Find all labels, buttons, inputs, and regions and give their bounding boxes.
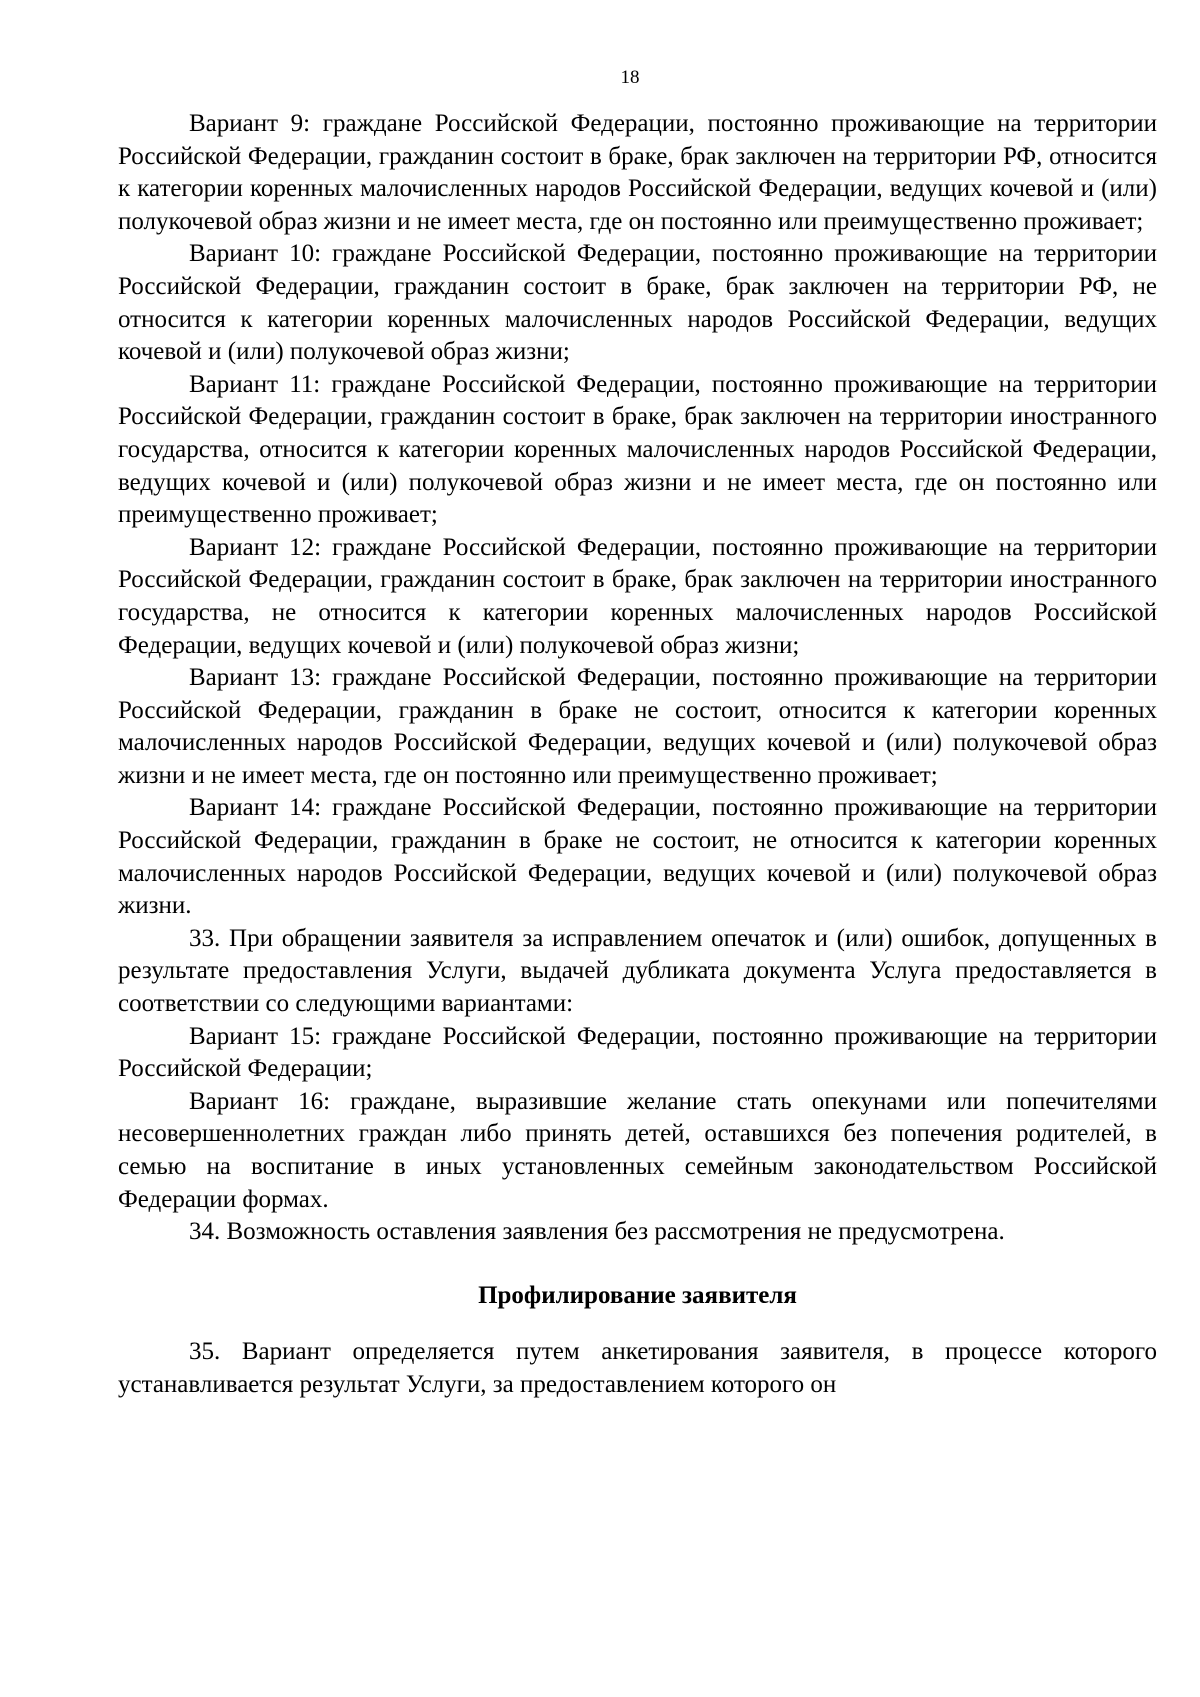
paragraph-variant-16: Вариант 16: граждане, выразившие желание стать опекунами или попечителями несовершеннолетних граждан либо принять детей, оставшихся без попечения родителей, в семью на воспитание в иных установленных семейным законодательством Российской Федерации формах.: [118, 1087, 1157, 1213]
paragraph-variant-13: Вариант 13: граждане Российской Федерации, постоянно проживающие на территории Российской Федерации, гражданин в браке не состоит, относится к категории коренных малочисленных народов Российской Федерации, ведущих кочевой и (или) полукочевой образ жизни и не имеет места, где он постоянно или преимущественно проживает;: [118, 664, 1157, 789]
paragraph-variant-10: Вариант 10: граждане Российской Федерации, постоянно проживающие на территории Российской Федерации, гражданин состоит в браке, брак заключен на территории РФ, не относится к категории коренных малочисленных народов Российской Федерации, ведущих кочевой и (или) полукочевой образ жизни;: [118, 240, 1157, 366]
section-heading: Профилирование заявителя: [478, 1281, 797, 1309]
paragraph-variant-14: Вариант 14: граждане Российской Федерации, постоянно проживающие на территории Российской Федерации, гражданин в браке не состоит, не относится к категории коренных малочисленных народов Российской Федерации, ведущих кочевой и (или) полукочевой образ жизни.: [118, 794, 1157, 920]
document-body: [118, 108, 1157, 1402]
paragraph-clause-33: 33. При обращении заявителя за исправлением опечаток и (или) ошибок, допущенных в результате предоставления Услуги, выдачей дубликата документа Услуга предоставляется в соответствии со следующими вариантами:: [118, 924, 1157, 1018]
paragraph-clause-34: 34. Возможность оставления заявления без рассмотрения не предусмотрена.: [189, 1218, 1005, 1246]
paragraph-variant-11: Вариант 11: граждане Российской Федерации, постоянно проживающие на территории Российской Федерации, гражданин состоит в браке, брак заключен на территории иностранного государства, относится к категории коренных малочисленных народов Российской Федерации, ведущих кочевой и (или) полукочевой образ жизни и не имеет места, где он постоянно или преимущественно проживает;: [118, 370, 1157, 529]
paragraph-variant-12: Вариант 12: граждане Российской Федерации, постоянно проживающие на территории Российской Федерации, гражданин состоит в браке, брак заключен на территории иностранного государства, не относится к категории коренных малочисленных народов Российской Федерации, ведущих кочевой и (или) полукочевой образ жизни;: [118, 533, 1157, 659]
page-number: 18: [620, 67, 640, 88]
paragraph-variant-15: Вариант 15: граждане Российской Федерации, постоянно проживающие на территории Российской Федерации;: [118, 1022, 1157, 1083]
paragraph-variant-9: Вариант 9: граждане Российской Федерации, постоянно проживающие на территории Российской Федерации, гражданин состоит в браке, брак заключен на территории РФ, относится к категории коренных малочисленных народов Российской Федерации, ведущих кочевой и (или) полукочевой образ жизни и не имеет места, где он постоянно или преимущественно проживает;: [118, 110, 1157, 235]
paragraph-clause-35: 35. Вариант определяется путем анкетирования заявителя, в процессе которого устанавливается результат Услуги, за предоставлением которого он: [118, 1338, 1157, 1398]
